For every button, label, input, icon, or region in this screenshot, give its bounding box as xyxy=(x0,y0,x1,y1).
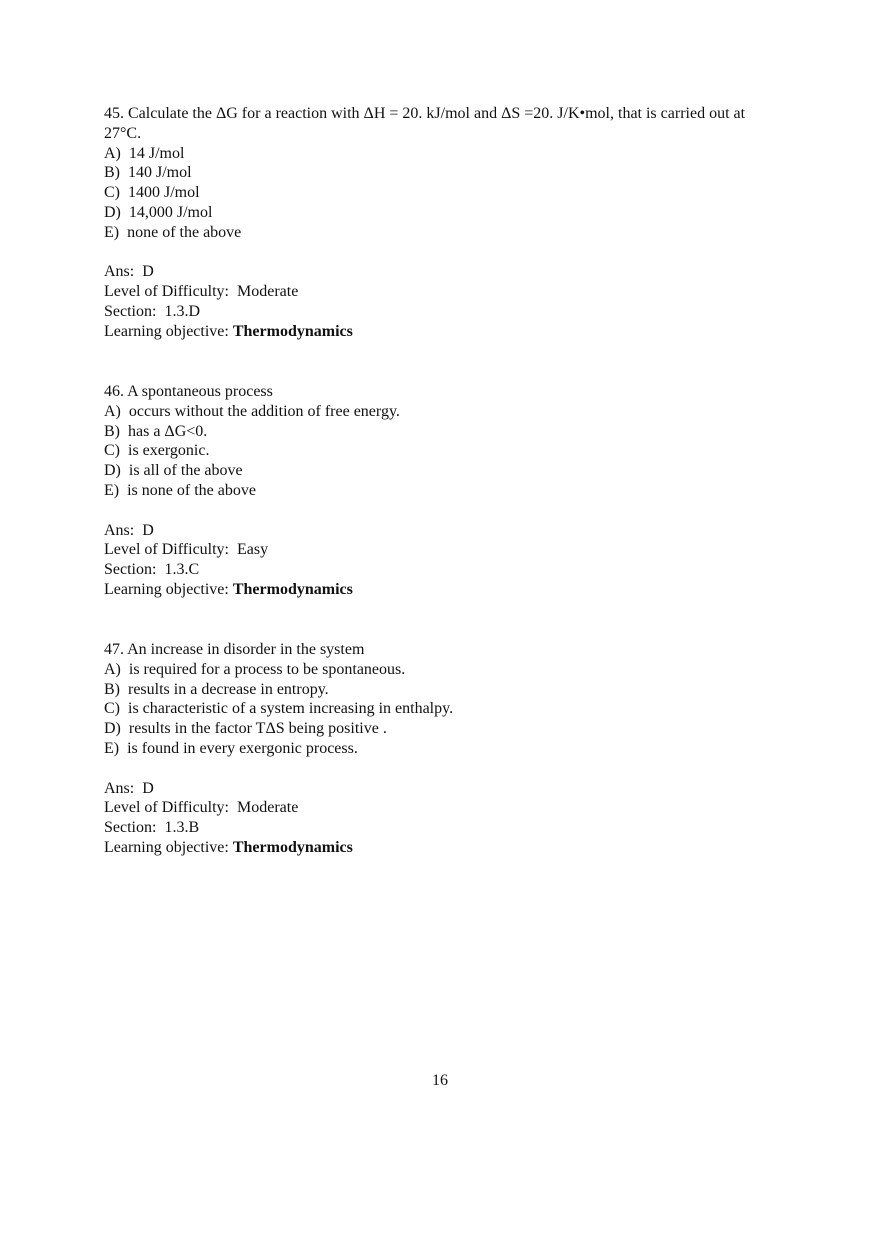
option-d: D) results in the factor TΔS being positive . xyxy=(104,720,387,738)
option-b: B) has a ΔG<0. xyxy=(104,422,208,440)
learning-objective-label: Learning objective: xyxy=(104,838,233,856)
difficulty: Level of Difficulty: Easy xyxy=(104,541,269,559)
option-c: C) is characteristic of a system increasing in enthalpy. xyxy=(104,700,454,718)
blank-line xyxy=(104,243,784,263)
question-47 xyxy=(104,640,784,858)
option-a: A) 14 J/mol xyxy=(104,144,185,162)
blank-line xyxy=(104,759,784,779)
learning-objective-value: Thermodynamics xyxy=(232,580,353,598)
answer: Ans: D xyxy=(104,521,154,539)
learning-objective-value: Thermodynamics xyxy=(232,838,353,856)
option-c: C) 1400 J/mol xyxy=(104,184,200,202)
learning-objective-value: Thermodynamics xyxy=(232,322,353,340)
question-46 xyxy=(104,382,784,600)
section: Section: 1.3.B xyxy=(104,819,200,837)
blank-line xyxy=(104,501,784,521)
option-b: B) 140 J/mol xyxy=(104,164,192,182)
option-d: D) is all of the above xyxy=(104,462,243,480)
page-number: 16 xyxy=(432,1072,448,1089)
option-e: E) is none of the above xyxy=(104,481,256,499)
learning-objective-label: Learning objective: xyxy=(104,580,233,598)
section: Section: 1.3.C xyxy=(104,561,200,579)
option-a: A) is required for a process to be spontaneous. xyxy=(104,660,406,678)
question-45 xyxy=(104,104,784,342)
option-e: E) is found in every exergonic process. xyxy=(104,739,358,757)
question-stem: 47. An increase in disorder in the system xyxy=(104,641,365,658)
option-b: B) results in a decrease in entropy. xyxy=(104,680,329,698)
option-a: A) occurs without the addition of free energy. xyxy=(104,402,400,420)
option-d: D) 14,000 J/mol xyxy=(104,203,213,221)
question-stem: 45. Calculate the ΔG for a reaction with ΔH = 20. kJ/mol and ΔS =20. J/K•mol, that is carried out at 27°C. xyxy=(104,105,746,142)
answer: Ans: D xyxy=(104,263,154,281)
option-c: C) is exergonic. xyxy=(104,442,210,460)
learning-objective xyxy=(104,838,784,858)
learning-objective xyxy=(104,322,784,342)
learning-objective xyxy=(104,580,784,600)
answer: Ans: D xyxy=(104,779,154,797)
learning-objective-label: Learning objective: xyxy=(104,322,233,340)
section: Section: 1.3.D xyxy=(104,302,200,320)
question-stem: 46. A spontaneous process xyxy=(104,383,273,400)
difficulty: Level of Difficulty: Moderate xyxy=(104,283,299,301)
difficulty: Level of Difficulty: Moderate xyxy=(104,799,299,817)
option-e: E) none of the above xyxy=(104,223,242,241)
